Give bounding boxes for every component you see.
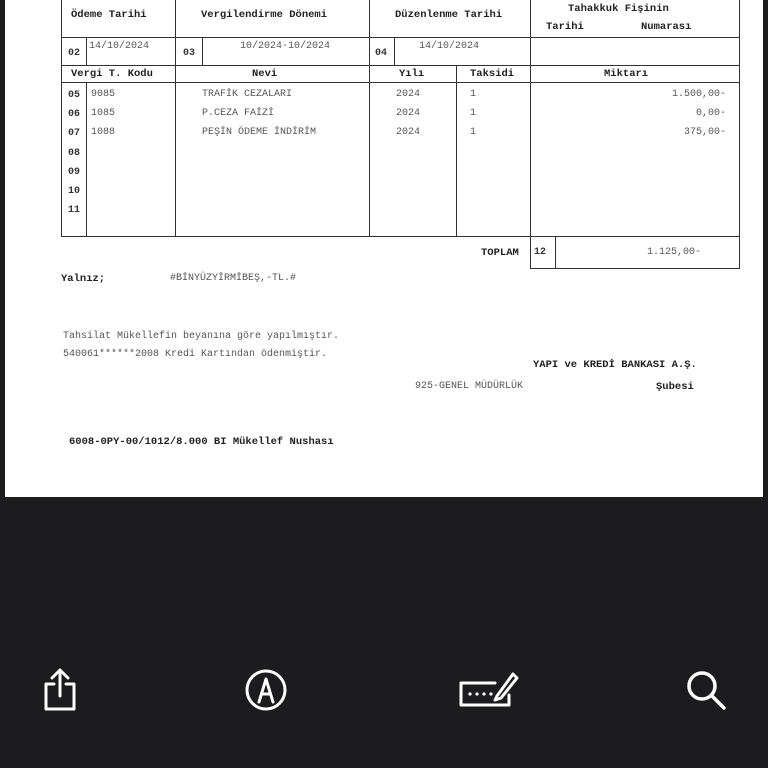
total-value: 1.125,00-: [646, 247, 701, 258]
odeme-tarihi-value: 14/10/2024: [89, 41, 150, 52]
grid-line: [369, 65, 370, 236]
grid-line: [202, 37, 203, 65]
form-code: 6008-0PY-00/1012/8.000 BI Mükellef Nushası: [69, 436, 334, 448]
row-nevi: PEŞİN ÖDEME İNDİRİM: [202, 127, 317, 138]
grid-line: [86, 82, 87, 236]
grid-line: [555, 236, 556, 268]
note-line-2: 540061******2008 Kredi Kartından ödenmiştir.: [63, 349, 328, 360]
yalniz-value: #BİNYÜZYİRMİBEŞ,-TL.#: [170, 273, 297, 284]
row-no: 07: [68, 128, 81, 139]
cell-code-03: 03: [183, 48, 196, 59]
bottom-toolbar: [0, 640, 768, 740]
grid-line: [530, 0, 531, 66]
total-code: 12: [534, 247, 547, 258]
header-duzenlenme-tarihi: Düzenlenme Tarihi: [395, 9, 503, 21]
row-no: 11: [68, 205, 81, 216]
row-yil: 2024: [396, 108, 421, 119]
cell-code-04: 04: [375, 48, 388, 59]
grid-line: [61, 236, 740, 237]
tax-receipt-document: [5, 0, 763, 497]
signature-button[interactable]: [456, 664, 520, 716]
grid-line: [394, 37, 395, 65]
share-button[interactable]: [34, 664, 86, 716]
row-kod: 1088: [91, 127, 116, 138]
vergilendirme-donemi-value: 10/2024-10/2024: [240, 41, 331, 52]
row-yil: 2024: [396, 127, 421, 138]
search-button[interactable]: [680, 664, 732, 716]
grid-line: [175, 0, 176, 66]
header-tahakkuk-tarihi: Tarihi: [546, 21, 584, 33]
cell-code-02: 02: [68, 48, 81, 59]
row-kod: 1085: [91, 108, 116, 119]
row-miktar: 0,00-: [695, 108, 726, 119]
row-no: 09: [68, 167, 81, 178]
grid-line: [530, 65, 531, 268]
yalniz-label: Yalnız;: [61, 273, 106, 285]
grid-line: [456, 65, 457, 236]
grid-line: [530, 268, 740, 269]
markup-button[interactable]: [240, 664, 292, 716]
bank-name: YAPI ve KREDİ BANKASI A.Ş.: [533, 359, 697, 371]
row-kod: 9085: [91, 89, 116, 100]
column-vergi-kodu: Vergi T. Kodu: [71, 68, 153, 80]
grid-line: [175, 65, 176, 236]
grid-line: [86, 37, 87, 65]
note-line-1: Tahsilat Mükellefin beyanına göre yapılmıştır.: [63, 331, 340, 342]
row-taksit: 1: [470, 108, 477, 119]
column-miktari: Miktarı: [604, 68, 649, 80]
grid-line: [369, 0, 370, 66]
row-yil: 2024: [396, 89, 421, 100]
column-nevi: Nevi: [252, 68, 278, 80]
share-icon: [40, 668, 80, 712]
grid-line: [61, 37, 740, 38]
row-miktar: 1.500,00-: [671, 89, 726, 100]
search-icon: [684, 668, 728, 712]
row-miktar: 375,00-: [683, 127, 726, 138]
grid-line: [61, 0, 62, 236]
row-taksit: 1: [470, 89, 477, 100]
grid-line: [739, 0, 740, 268]
row-no: 05: [68, 90, 81, 101]
bank-sube-label: Şubesi: [656, 381, 694, 393]
grid-line: [61, 65, 740, 66]
column-taksidi: Taksidi: [470, 68, 515, 80]
grid-line: [61, 82, 740, 83]
bank-branch: 925-GENEL MÜDÜRLÜK: [415, 381, 524, 392]
row-no: 10: [68, 186, 81, 197]
row-nevi: TRAFİK CEZALARI: [202, 89, 293, 100]
header-tahakkuk-numarasi: Numarası: [641, 21, 692, 33]
header-odeme-tarihi: Ödeme Tarihi: [71, 9, 147, 21]
row-no: 06: [68, 109, 81, 120]
signature-icon: [457, 668, 519, 712]
header-tahakkuk-title: Tahakkuk Fişinin: [568, 3, 669, 15]
total-label: TOPLAM: [481, 247, 519, 259]
markup-icon: [244, 668, 288, 712]
row-taksit: 1: [470, 127, 477, 138]
duzenlenme-tarihi-value: 14/10/2024: [419, 41, 480, 52]
row-nevi: P.CEZA FAİZİ: [202, 108, 275, 119]
column-yili: Yılı: [399, 68, 425, 80]
row-no: 08: [68, 148, 81, 159]
header-vergilendirme-donemi: Vergilendirme Dönemi: [201, 9, 328, 21]
